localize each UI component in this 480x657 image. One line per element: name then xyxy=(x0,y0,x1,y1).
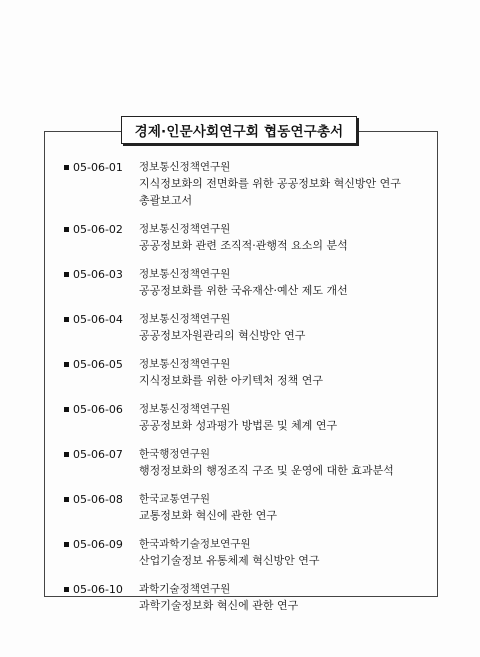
list-item xyxy=(64,582,426,614)
institute-name: 정보통신정책연구원 xyxy=(139,358,231,370)
list-item xyxy=(64,537,426,569)
institute-name: 과학기술정책연구원 xyxy=(139,583,231,595)
bullet-icon xyxy=(64,407,69,412)
institute-name: 정보통신정책연구원 xyxy=(139,268,231,280)
entry-body xyxy=(139,537,426,569)
list-item xyxy=(64,492,426,524)
report-title-line: 지식정보화를 위한 아키텍처 정책 연구 xyxy=(139,374,324,387)
entry-body xyxy=(139,447,426,479)
entry-body xyxy=(139,267,426,299)
entry-body xyxy=(139,312,426,344)
report-code: 05-06-06 xyxy=(73,403,123,416)
bullet-icon xyxy=(64,542,69,547)
entry-body xyxy=(139,160,426,209)
list-item xyxy=(64,312,426,344)
bullet-icon xyxy=(64,227,69,232)
report-code: 05-06-10 xyxy=(73,583,123,596)
report-title-line: 총괄보고서 xyxy=(139,194,193,207)
report-code: 05-06-04 xyxy=(73,313,123,326)
institute-name: 한국교통연구원 xyxy=(139,493,211,505)
institute-name: 정보통신정책연구원 xyxy=(139,403,231,415)
institute-name: 정보통신정책연구원 xyxy=(139,313,231,325)
list-item xyxy=(64,267,426,299)
report-title-line: 공공정보자원관리의 혁신방안 연구 xyxy=(139,329,306,342)
entry-body xyxy=(139,357,426,389)
list-item xyxy=(64,402,426,434)
bullet-icon xyxy=(64,452,69,457)
institute-name: 한국행정연구원 xyxy=(139,448,211,460)
list-item xyxy=(64,447,426,479)
report-code: 05-06-09 xyxy=(73,538,123,551)
entry-body xyxy=(139,402,426,434)
report-title-line: 지식정보화의 전면화를 위한 공공정보화 혁신방안 연구 xyxy=(139,177,401,190)
entry-body xyxy=(139,222,426,254)
report-code: 05-06-03 xyxy=(73,268,123,281)
institute-name: 정보통신정책연구원 xyxy=(139,161,231,173)
report-title-line: 행정정보화의 행정조직 구조 및 운영에 대한 효과분석 xyxy=(139,464,394,477)
report-code: 05-06-05 xyxy=(73,358,123,371)
list-item xyxy=(64,160,426,209)
series-title-box xyxy=(121,116,357,144)
report-title-line: 산업기술정보 유통체제 혁신방안 연구 xyxy=(139,554,320,567)
bullet-icon xyxy=(64,272,69,277)
bullet-icon xyxy=(64,587,69,592)
series-title: 경제·인문사회연구회 협동연구총서 xyxy=(134,124,344,140)
bullet-icon xyxy=(64,317,69,322)
report-title-line: 공공정보화 관련 조직적·관행적 요소의 분석 xyxy=(139,239,348,252)
report-title-line: 공공정보화를 위한 국유재산·예산 제도 개선 xyxy=(139,284,348,297)
institute-name: 한국과학기술정보연구원 xyxy=(139,538,251,550)
report-code: 05-06-02 xyxy=(73,223,123,236)
entry-body xyxy=(139,582,426,614)
list-item xyxy=(64,357,426,389)
series-list xyxy=(64,160,426,627)
entry-body xyxy=(139,492,426,524)
bullet-icon xyxy=(64,165,69,170)
bullet-icon xyxy=(64,497,69,502)
report-code: 05-06-01 xyxy=(73,161,123,174)
institute-name: 정보통신정책연구원 xyxy=(139,223,231,235)
report-title-line: 공공정보화 성과평가 방법론 및 체계 연구 xyxy=(139,419,338,432)
report-title-line: 교통정보화 혁신에 관한 연구 xyxy=(139,509,278,522)
report-code: 05-06-08 xyxy=(73,493,123,506)
list-item xyxy=(64,222,426,254)
bullet-icon xyxy=(64,362,69,367)
report-code: 05-06-07 xyxy=(73,448,123,461)
report-title-line: 과학기술정보화 혁신에 관한 연구 xyxy=(139,599,299,612)
